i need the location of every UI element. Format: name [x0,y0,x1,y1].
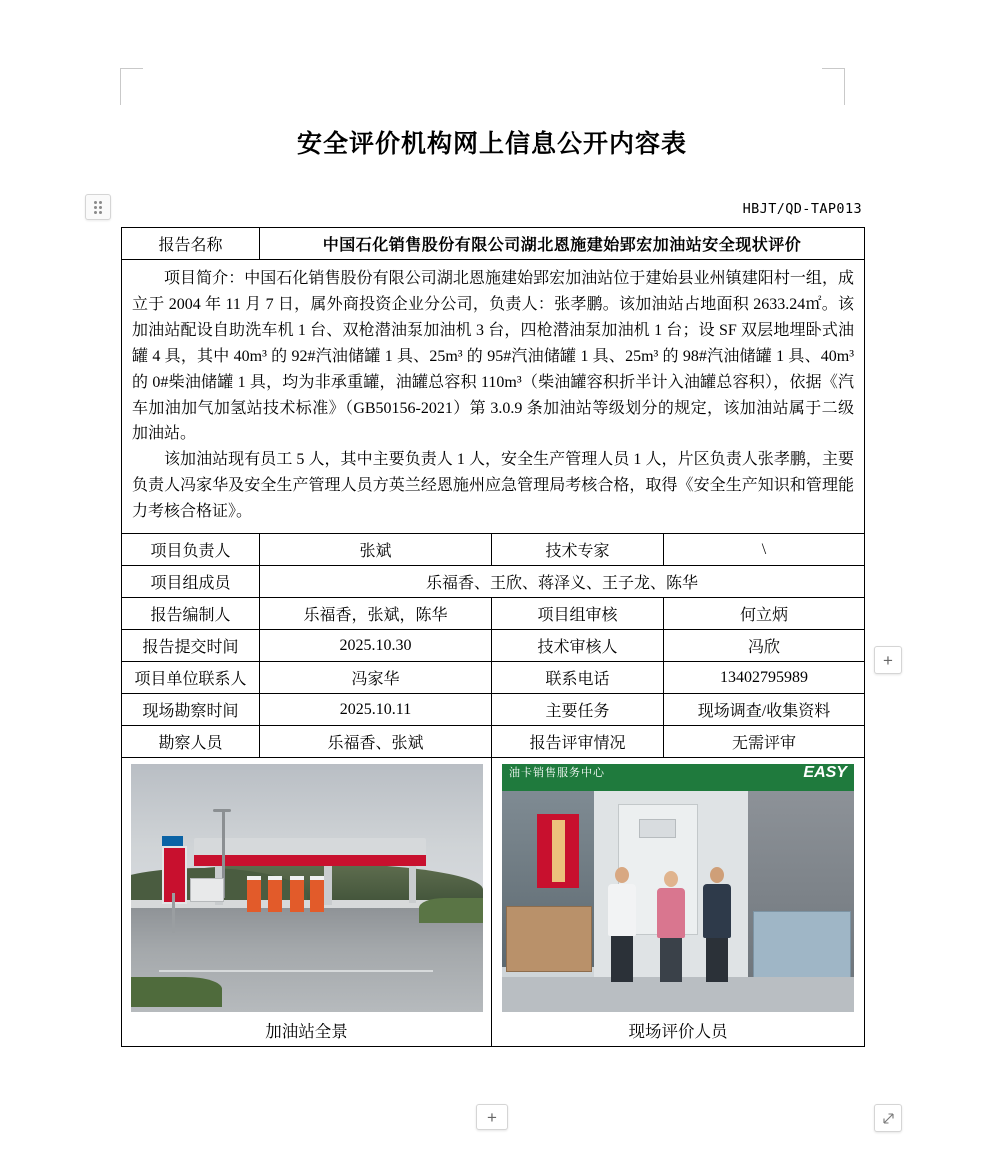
photo-caption-station: 加油站全景 [265,1022,348,1042]
project-introduction [122,260,865,534]
row-value-survey-time: 2025.10.11 [260,694,492,726]
row-label-submit-time: 报告提交时间 [122,630,260,662]
drag-dots-icon [94,201,102,214]
row-label-contact-person: 项目单位联系人 [122,662,260,694]
row-value-main-task: 现场调查/收集资料 [664,694,865,726]
photo-cell-station [122,758,492,1047]
row-label-report-authors: 报告编制人 [122,598,260,630]
row-label-review-status: 报告评审情况 [492,726,664,758]
table-row [122,630,865,662]
row-value-project-leader: 张斌 [260,534,492,566]
table-row [122,726,865,758]
row-label-tech-reviewer: 技术审核人 [492,630,664,662]
photo-gas-station-panorama [131,764,483,1012]
table-row [122,598,865,630]
row-value-technical-expert: \ [664,534,865,566]
add-row-button[interactable]: + [476,1104,508,1130]
info-table [121,227,865,1047]
table-row-intro [122,260,865,534]
table-row [122,534,865,566]
row-label-team-members: 项目组成员 [122,566,260,598]
photo-cell-personnel [492,758,865,1047]
photo-caption-personnel: 现场评价人员 [628,1022,728,1042]
table-row [122,566,865,598]
report-name-value: 中国石化销售股份有限公司湖北恩施建始郢宏加油站安全现状评价 [260,228,865,260]
table-row-report-name [122,228,865,260]
crop-mark-top-right [822,68,845,105]
report-name-label: 报告名称 [122,228,260,260]
form-code: HBJT/QD-TAP013 [742,201,862,217]
row-label-project-leader: 项目负责人 [122,534,260,566]
row-value-contact-phone: 13402795989 [664,662,865,694]
row-value-contact-person: 冯家华 [260,662,492,694]
table-resize-handle[interactable] [874,1104,902,1132]
row-value-team-members: 乐福香、王欣、蒋泽义、王子龙、陈华 [260,566,865,598]
page-title: 安全评价机构网上信息公开内容表 [296,131,687,158]
row-value-team-review: 何立炳 [664,598,865,630]
row-label-survey-staff: 勘察人员 [122,726,260,758]
row-value-submit-time: 2025.10.30 [260,630,492,662]
crop-mark-top-left [120,68,143,105]
row-value-report-authors: 乐福香，张斌，陈华 [260,598,492,630]
row-value-review-status: 无需评审 [664,726,865,758]
row-value-survey-staff: 乐福香、张斌 [260,726,492,758]
table-drag-handle[interactable] [85,194,111,220]
add-column-button[interactable]: + [874,646,902,674]
intro-paragraph-2: 该加油站现有员工 5 人，其中主要负责人 1 人，安全生产管理人员 1 人，片区负责人张孝鹏，主要负责人冯家华及安全生产管理人员方英兰经恩施州应急管理局考核合格，取得《安全生产知识和管理能力考核合格证》。 [132,451,855,521]
table-row [122,662,865,694]
row-label-survey-time: 现场勘察时间 [122,694,260,726]
table-row-photos [122,758,865,1047]
row-value-tech-reviewer: 冯欣 [664,630,865,662]
row-label-contact-phone: 联系电话 [492,662,664,694]
table-row [122,694,865,726]
row-label-team-review: 项目组审核 [492,598,664,630]
row-label-main-task: 主要任务 [492,694,664,726]
photo-on-site-personnel: 油卡销售服务中心 EASY [502,764,854,1012]
intro-paragraph-1: 项目简介：中国石化销售股份有限公司湖北恩施建始郢宏加油站位于建始县业州镇建阳村一组，成立于 2004 年 11 月 7 日，属外商投资企业分公司，负责人：张孝鹏。该加油站占地面积 2633.24㎡。该加油站配设自助洗车机 1 台、双枪潜油泵加油机 3 台，四枪潜油泵加油机 1 台；设 SF 双层地埋卧式油罐 4 具，其中 40m³ 的 92#汽油储罐 1 具、25m³ 的 95#汽油储罐 1 具、25m³ 的 98#汽油储罐 1 具、40m³ 的 0#柴油储罐 1 具，均为非承重罐，油罐总容积 110m³（柴油罐容积折半计入油罐总容积），依据《汽车加油加气加氢站技术标准》（GB50156-2021）第 3.0.9 条加油站等级划分的规定，该加油站属于二级加油站。 [132,270,855,443]
row-label-technical-expert: 技术专家 [492,534,664,566]
